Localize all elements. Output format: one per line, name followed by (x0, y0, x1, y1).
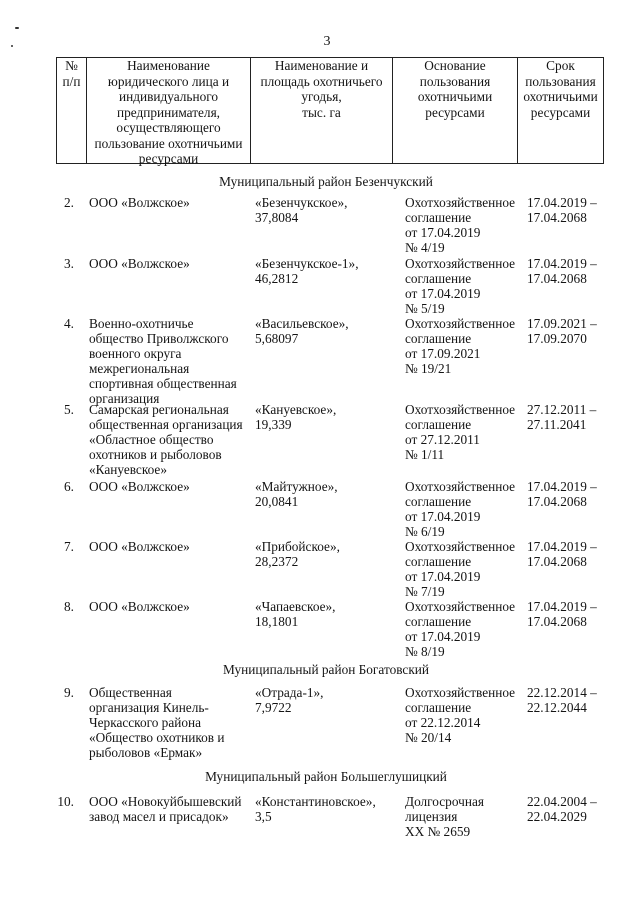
table-row (0, 316, 640, 406)
organization-name: ООО «Волжское» (89, 599, 190, 614)
row-number: 8. (64, 599, 74, 614)
usage-basis: Долгосрочная лицензия ХХ № 2659 (405, 794, 484, 839)
organization-name: Самарская региональная общественная организация «Областное общество охотников и рыболовов «Кануевское» (89, 402, 243, 477)
usage-term: 17.04.2019 – 17.04.2068 (527, 599, 597, 629)
usage-basis: Охотхозяйственное соглашение от 17.04.2019 № 4/19 (405, 195, 516, 255)
table-row (0, 539, 640, 599)
organization-name: ООО «Волжское» (89, 539, 190, 554)
header-usage-basis: Основание пользования охотничьими ресурсами (392, 58, 517, 163)
usage-basis: Охотхозяйственное соглашение от 17.04.2019 № 5/19 (405, 256, 516, 316)
hunting-ground: «Кануевское», 19,339 (255, 402, 337, 432)
hunting-ground: «Безенчукское», 37,8084 (255, 195, 348, 225)
hunting-ground: «Константиновское», 3,5 (255, 794, 376, 824)
usage-term: 27.12.2011 – 27.11.2041 (527, 402, 597, 432)
header-hunting-ground: Наименование и площадь охотничьего угодья, тыс. га (250, 58, 392, 163)
row-number: 10. (57, 794, 74, 809)
usage-basis: Охотхозяйственное соглашение от 22.12.2014 № 20/14 (405, 685, 516, 745)
hunting-ground: «Отрада-1», 7,9722 (255, 685, 324, 715)
row-number: 7. (64, 539, 74, 554)
usage-term: 22.04.2004 – 22.04.2029 (527, 794, 597, 824)
usage-basis: Охотхозяйственное соглашение от 17.04.2019 № 6/19 (405, 479, 516, 539)
organization-name: Общественная организация Кинель- Черкасского района «Общество охотников и рыболовов «Ермак» (89, 685, 225, 760)
section-title: Муниципальный район Безенчукский (219, 174, 433, 189)
usage-term: 17.04.2019 – 17.04.2068 (527, 479, 597, 509)
table-row (0, 256, 640, 316)
table-row (0, 195, 640, 255)
organization-name: ООО «Волжское» (89, 479, 190, 494)
row-number: 5. (64, 402, 74, 417)
hunting-ground: «Прибойское», 28,2372 (255, 539, 340, 569)
page-number: 3 (323, 34, 331, 49)
usage-term: 17.04.2019 – 17.04.2068 (527, 195, 597, 225)
hunting-ground: «Безенчукское-1», 46,2812 (255, 256, 359, 286)
row-number: 4. (64, 316, 74, 331)
section-title: Муниципальный район Богатовский (222, 662, 430, 677)
header-number: № п/п (62, 58, 81, 89)
scan-speck (11, 45, 13, 47)
hunting-ground: «Майтужное», 20,0841 (255, 479, 338, 509)
organization-name: Военно-охотничье общество Приволжского военного округа межрегиональная спортивная общественная организация (89, 316, 237, 406)
usage-term: 22.12.2014 – 22.12.2044 (527, 685, 597, 715)
organization-name: ООО «Волжское» (89, 195, 190, 210)
table-row (0, 599, 640, 659)
hunting-ground: «Чапаевское», 18,1801 (255, 599, 336, 629)
organization-name: ООО «Волжское» (89, 256, 190, 271)
usage-term: 17.09.2021 – 17.09.2070 (527, 316, 597, 346)
header-usage-term: Срок пользования охотничьими ресурсами (517, 58, 603, 163)
usage-term: 17.04.2019 – 17.04.2068 (527, 539, 597, 569)
table-header (56, 57, 604, 164)
section-title: Муниципальный район Большеглушицкий (205, 769, 447, 784)
hunting-ground: «Васильевское», 5,68097 (255, 316, 349, 346)
row-number: 9. (64, 685, 74, 700)
usage-basis: Охотхозяйственное соглашение от 17.04.2019 № 7/19 (405, 539, 516, 599)
table-row (0, 402, 640, 477)
table-row (0, 479, 640, 539)
organization-name: ООО «Новокуйбышевский завод масел и присадок» (89, 794, 242, 824)
usage-basis: Охотхозяйственное соглашение от 17.09.2021 № 19/21 (405, 316, 516, 376)
usage-basis: Охотхозяйственное соглашение от 27.12.2011 № 1/11 (405, 402, 516, 462)
table-row (0, 685, 640, 760)
table-row (0, 794, 640, 839)
usage-basis: Охотхозяйственное соглашение от 17.04.2019 № 8/19 (405, 599, 516, 659)
row-number: 3. (64, 256, 74, 271)
row-number: 6. (64, 479, 74, 494)
row-number: 2. (64, 195, 74, 210)
header-organization: Наименование юридического лица и индивидуального предпринимателя, осуществляющего пользование охотничьими ресурсами (86, 58, 250, 163)
scan-speck (15, 27, 19, 29)
usage-term: 17.04.2019 – 17.04.2068 (527, 256, 597, 286)
